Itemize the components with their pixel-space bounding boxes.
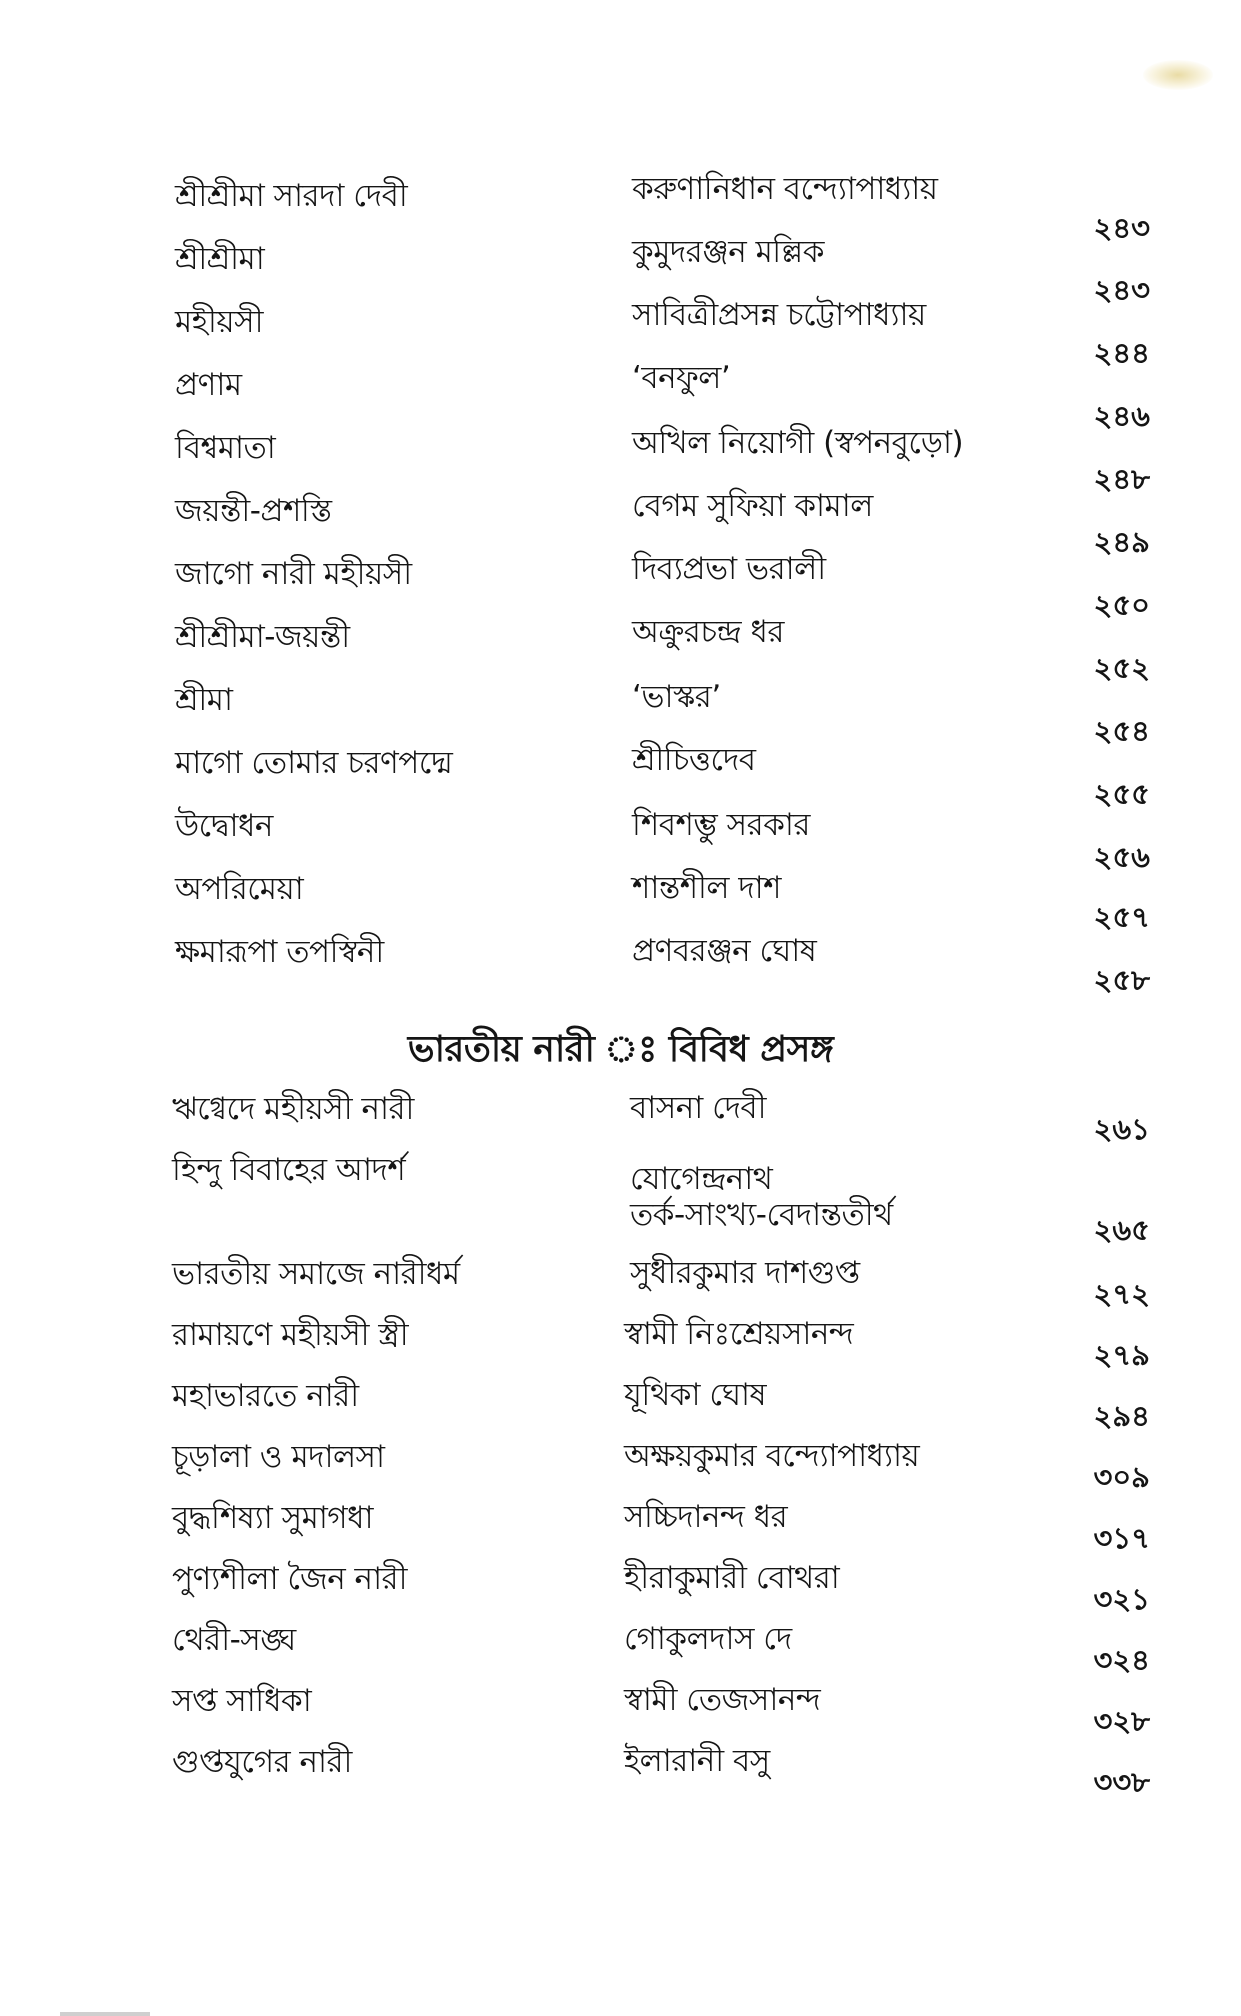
entry-page: ২৪৩ xyxy=(1093,273,1150,307)
entry-author: শান্তশীল দাশ xyxy=(632,870,781,906)
entry-title: সপ্ত সাধিকা xyxy=(172,1683,312,1719)
toc-entry xyxy=(0,1433,1241,1493)
entry-author: স্বামী নিঃশ্রেয়সানন্দ xyxy=(624,1316,854,1352)
entry-page: ২৪৩ xyxy=(1093,211,1150,245)
toc-entry xyxy=(0,1738,1241,1798)
entry-title: গুপ্তযুগের নারী xyxy=(172,1744,352,1780)
entry-author: শিবশম্ভু সরকার xyxy=(632,807,810,843)
entry-page: ২৫৬ xyxy=(1093,840,1150,874)
entry-author: দিব্যপ্রভা ভরালী xyxy=(632,551,826,587)
entry-author: কুমুদরঞ্জন মল্লিক xyxy=(632,234,824,270)
entry-page: ২৫২ xyxy=(1093,651,1150,685)
toc-entry xyxy=(0,676,1241,748)
entry-page: ২৫৭ xyxy=(1093,900,1150,934)
entry-title: মাগো তোমার চরণপদ্মে xyxy=(175,745,453,781)
toc-entry xyxy=(0,234,1241,307)
entry-page: ৩৩৮ xyxy=(1093,1765,1150,1799)
entry-author: সুধীরকুমার দাশগুপ্ত xyxy=(630,1255,860,1291)
entry-title: উদ্বোধন xyxy=(175,808,273,844)
entry-page: ২৫০ xyxy=(1093,588,1150,622)
toc-entry xyxy=(0,613,1241,685)
page-edge-mark xyxy=(60,2012,150,2016)
entry-title: অপরিমেয়া xyxy=(175,871,304,907)
entry-title: শ্রীশ্রীমা xyxy=(175,241,265,277)
entry-title: জাগো নারী মহীয়সী xyxy=(175,556,412,592)
entry-title: শ্রীশ্রীমা সারদা দেবী xyxy=(175,178,408,214)
entry-author: অক্ষয়কুমার বন্দ্যোপাধ্যায় xyxy=(624,1438,920,1474)
toc-entry xyxy=(0,550,1241,622)
toc-entry xyxy=(0,297,1241,370)
entry-author: বাসনা দেবী xyxy=(630,1090,767,1126)
toc-entry xyxy=(0,424,1241,496)
toc-entry xyxy=(0,1677,1241,1737)
entry-title: হিন্দু বিবাহের আদর্শ xyxy=(172,1152,406,1188)
entry-page: ২৫৫ xyxy=(1093,777,1150,811)
entry-author: সাবিত্রীপ্রসন্ন চট্টোপাধ্যায় xyxy=(632,297,926,333)
toc-entry xyxy=(0,1555,1241,1615)
entry-title: জয়ন্তী-প্রশস্তি xyxy=(175,493,332,529)
toc-entry xyxy=(0,739,1241,811)
entry-title: শ্রীমা xyxy=(175,682,233,718)
toc-entry xyxy=(0,802,1241,874)
entry-title: মহীয়সী xyxy=(175,304,263,340)
entry-author: হীরাকুমারী বোথরা xyxy=(624,1560,840,1596)
entry-title: শ্রীশ্রীমা-জয়ন্তী xyxy=(175,619,350,655)
toc-entry xyxy=(0,1311,1241,1371)
entry-title: বিশ্বমাতা xyxy=(175,430,276,466)
entry-title: মহাভারতে নারী xyxy=(172,1378,359,1414)
entry-author: গোকুলদাস দে xyxy=(624,1621,792,1657)
entry-title: ঋগ্বেদে মহীয়সী নারী xyxy=(172,1091,414,1127)
toc-entry xyxy=(0,1146,1241,1246)
entry-page: ৩১৭ xyxy=(1093,1521,1150,1555)
toc-entry xyxy=(0,1494,1241,1554)
entry-title: থেরী-সঙ্ঘ xyxy=(172,1622,296,1658)
entry-page: ৩০৯ xyxy=(1093,1460,1150,1494)
toc-entry xyxy=(0,487,1241,559)
entry-page: ৩২৪ xyxy=(1093,1643,1150,1677)
entry-page: ২৯৪ xyxy=(1093,1399,1150,1433)
entry-page: ২৭২ xyxy=(1093,1277,1150,1311)
entry-title: প্রণাম xyxy=(175,367,242,403)
toc-entry xyxy=(0,1372,1241,1432)
entry-page: ২৪৯ xyxy=(1093,525,1150,559)
toc-entry xyxy=(0,171,1241,245)
entry-page: ২৬১ xyxy=(1093,1112,1150,1146)
entry-title: চূড়ালা ও মদালসা xyxy=(172,1439,385,1475)
entry-page: ৩২৮ xyxy=(1093,1704,1150,1738)
entry-author: স্বামী তেজসানন্দ xyxy=(624,1682,821,1718)
entry-author: অক্রুরচন্দ্র ধর xyxy=(632,614,784,650)
entry-author: শ্রীচিত্তদেব xyxy=(632,742,756,778)
entry-page: ২৬৫ xyxy=(1093,1213,1150,1247)
toc-entry xyxy=(0,1616,1241,1676)
entry-title: ক্ষমারূপা তপস্বিনী xyxy=(175,934,384,970)
entry-author: যোগেন্দ্রনাথ xyxy=(630,1161,773,1197)
entry-page: ২৪৪ xyxy=(1093,336,1150,370)
entry-title: রামায়ণে মহীয়সী স্ত্রী xyxy=(172,1317,409,1353)
entry-page: ৩২১ xyxy=(1093,1582,1150,1616)
entry-author: ‘ভাস্কর’ xyxy=(632,679,721,715)
toc-entry xyxy=(0,1085,1241,1145)
paper-stain xyxy=(1143,60,1213,90)
entry-author: যূথিকা ঘোষ xyxy=(624,1377,767,1413)
entry-author-continued: তর্ক-সাংখ্য-বেদান্ততীর্থ xyxy=(630,1197,893,1233)
entry-title: ভারতীয় সমাজে নারীধর্ম xyxy=(172,1256,460,1292)
entry-author: অখিল নিয়োগী (স্বপনবুড়ো) xyxy=(632,425,964,461)
toc-entry xyxy=(0,865,1241,934)
toc-entry xyxy=(0,1250,1241,1310)
entry-title: বুদ্ধশিষ্যা সুমাগধা xyxy=(172,1500,373,1536)
entry-page: ২৫৪ xyxy=(1093,714,1150,748)
toc-entry xyxy=(0,928,1241,997)
entry-page: ২৪৬ xyxy=(1093,399,1150,433)
entry-title: পুণ্যশীলা জৈন নারী xyxy=(172,1561,407,1597)
toc-entry xyxy=(0,360,1241,433)
entry-author: প্রণবরঞ্জন ঘোষ xyxy=(632,933,817,969)
entry-author: বেগম সুফিয়া কামাল xyxy=(632,488,873,524)
entry-page: ২৪৮ xyxy=(1093,462,1150,496)
entry-author: সচ্চিদানন্দ ধর xyxy=(624,1499,788,1535)
entry-page: ২৫৮ xyxy=(1093,963,1150,997)
entry-author: করুণানিধান বন্দ্যোপাধ্যায় xyxy=(632,171,938,207)
entry-author: ইলারানী বসু xyxy=(624,1743,770,1779)
entry-author: ‘বনফুল’ xyxy=(632,360,731,396)
entry-page: ২৭৯ xyxy=(1093,1338,1150,1372)
section-heading: ভারতীয় নারী ঃ বিবিধ প্রসঙ্গ xyxy=(407,1029,834,1070)
